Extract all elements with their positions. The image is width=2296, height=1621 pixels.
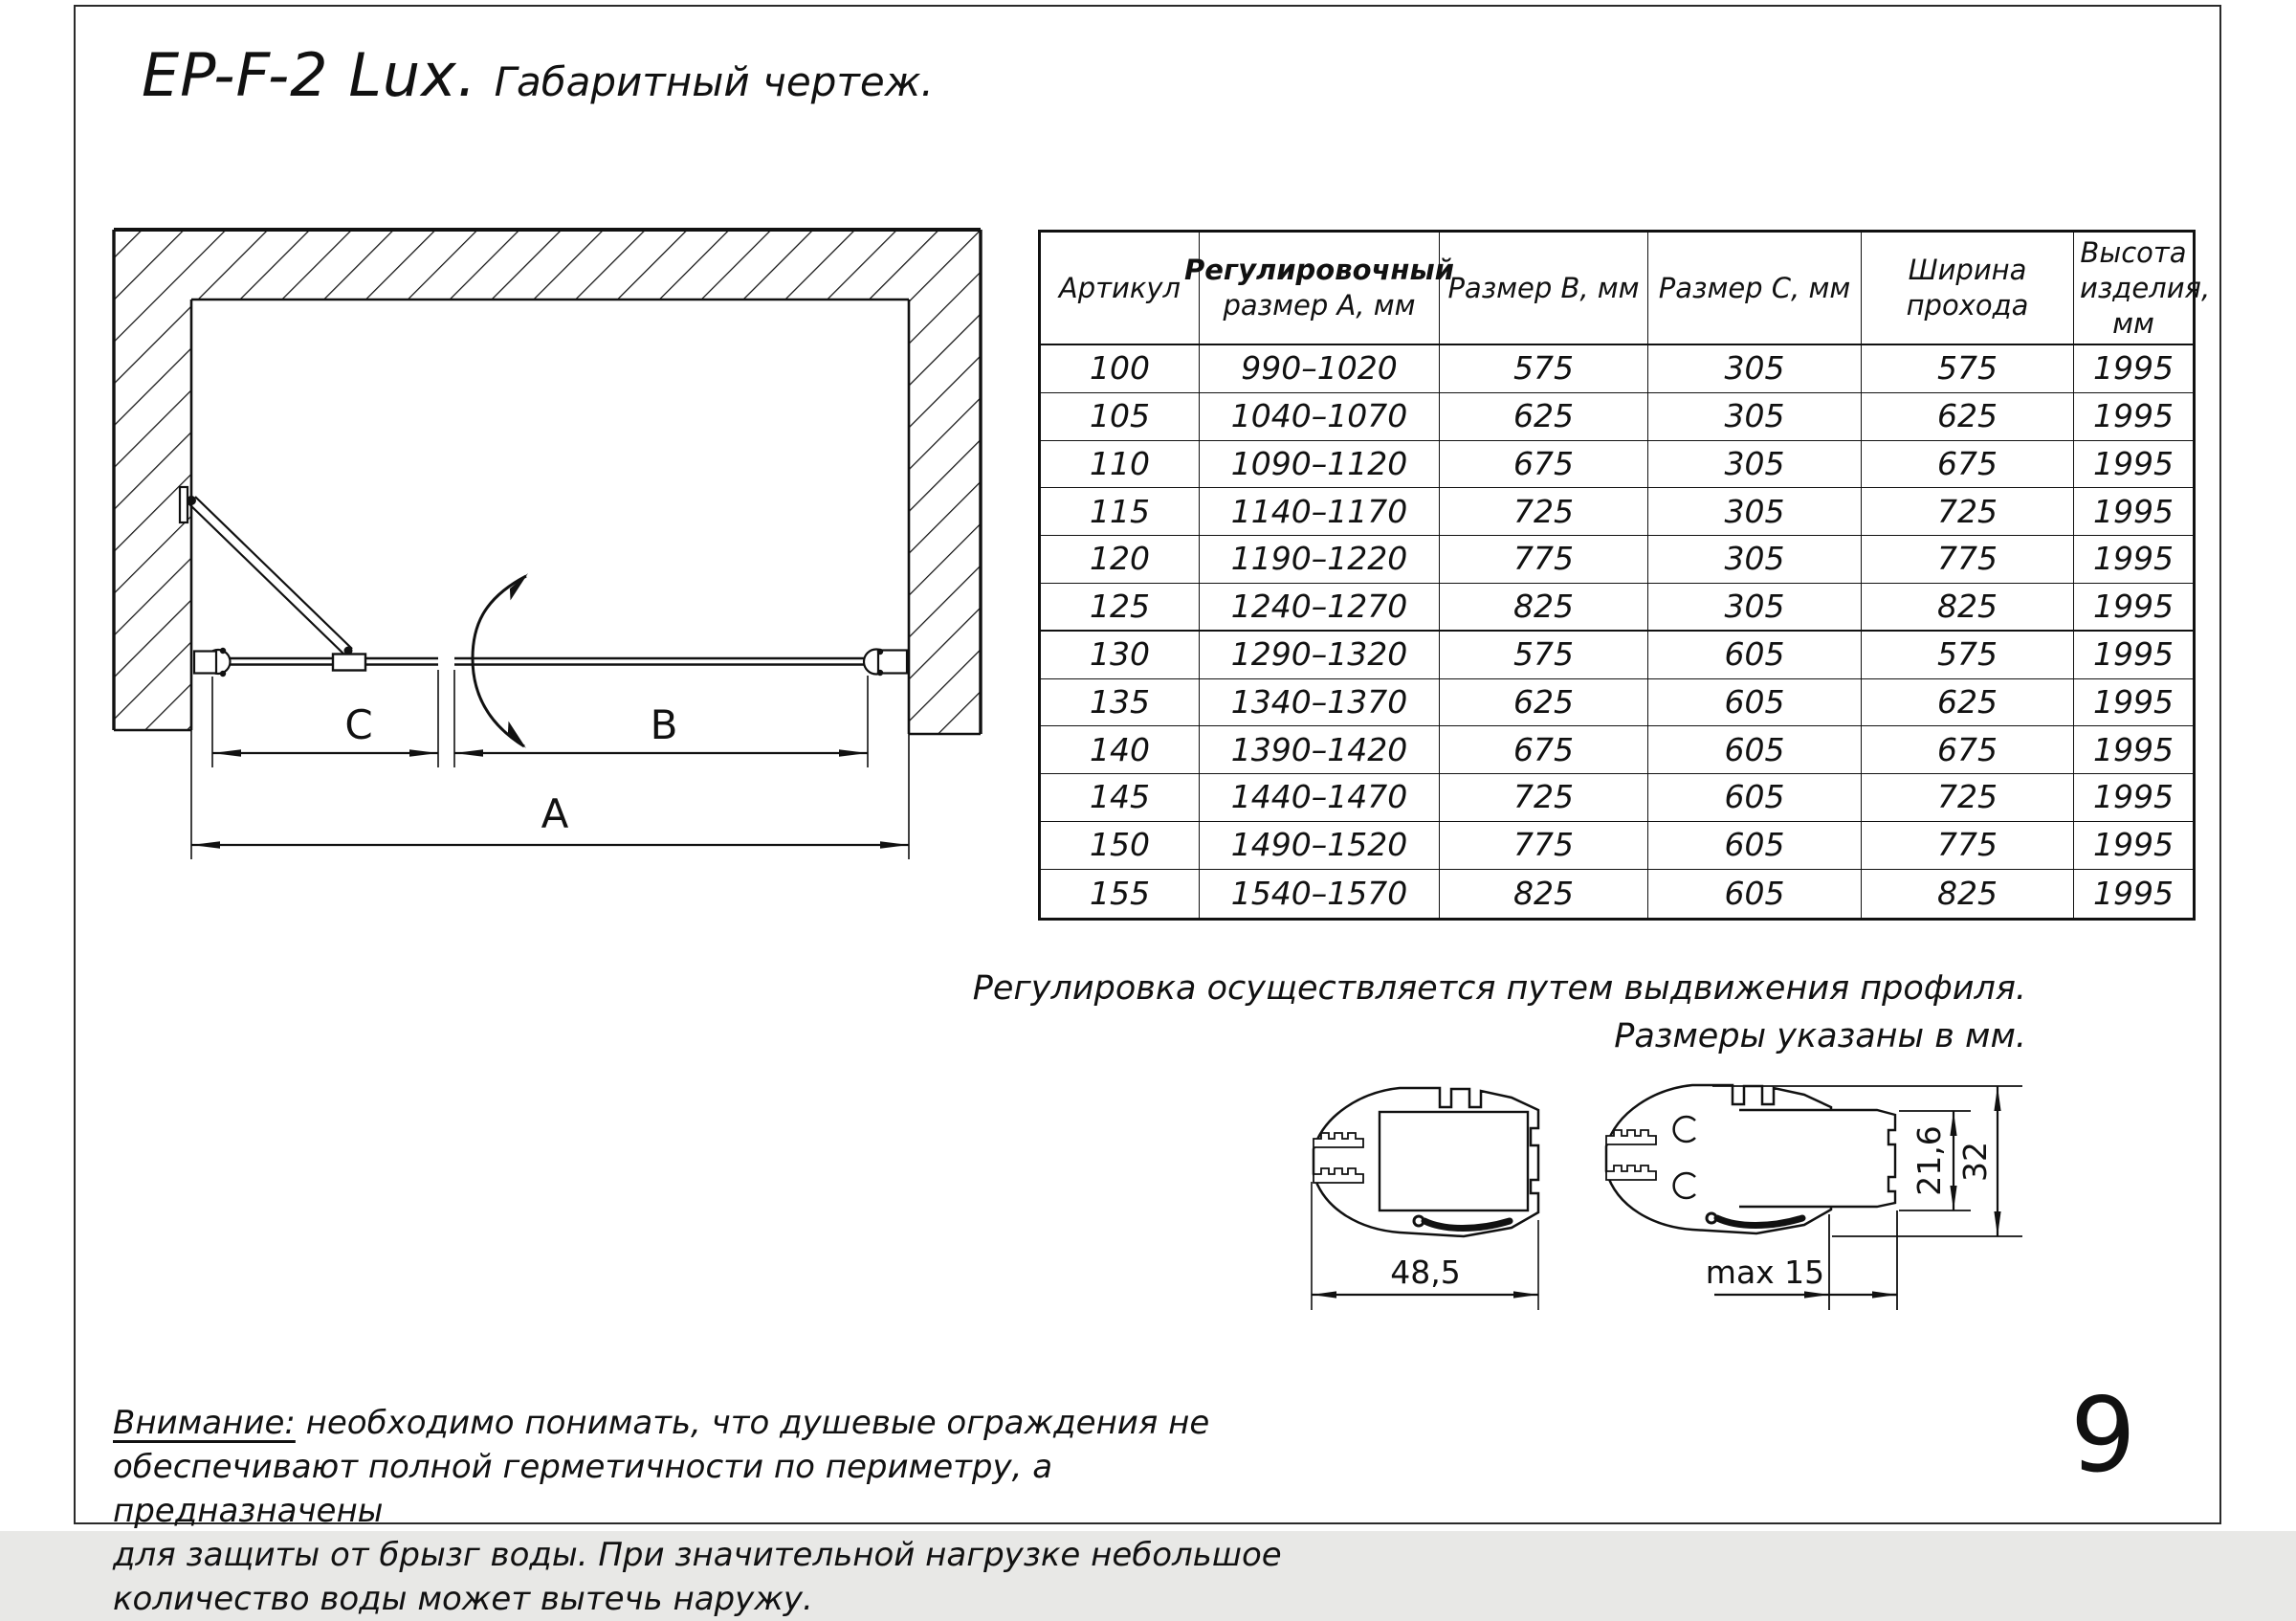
table-cell: 625	[1440, 679, 1648, 727]
table-cell: 775	[1862, 822, 2074, 870]
table-cell: 1995	[2074, 536, 2193, 584]
table-cell: 575	[1440, 632, 1648, 679]
table-cell: 150	[1041, 822, 1200, 870]
table-cell: 1995	[2093, 874, 2174, 912]
table-cell: 725	[1862, 488, 2074, 536]
dim-label-a: A	[541, 790, 569, 837]
right-wall-profile	[864, 649, 907, 676]
table-cell: 1995	[2074, 679, 2193, 727]
table-cell: 605	[1648, 726, 1862, 774]
table-cell: 305	[1648, 488, 1862, 536]
table-cell: 115	[1041, 488, 1200, 536]
table-cell: 1390–1420	[1200, 726, 1440, 774]
table-cell: 725	[1862, 774, 2074, 822]
table-cell: 990–1020	[1200, 345, 1440, 393]
dimensional-drawing	[77, 211, 1014, 899]
dimension-a	[191, 790, 909, 845]
table-cell: 605	[1648, 822, 1862, 870]
table-cell: 575	[1440, 345, 1648, 393]
table-cell: 1995	[2074, 632, 2193, 679]
door-glass-panel	[454, 658, 878, 665]
profile-section-extended	[1606, 1085, 2022, 1310]
col-header-article: Артикул	[1041, 233, 1200, 345]
table-cell: 1995	[2074, 441, 2193, 489]
table-cell: 775	[1440, 536, 1648, 584]
page-title	[142, 40, 934, 110]
table-cell: 1540–1570	[1200, 870, 1440, 918]
warning-note	[113, 1401, 1328, 1621]
warning-text-line2: для защиты от брызг воды. При значительной нагрузке небольшое количество воды может вытечь наружу.	[113, 1536, 1282, 1618]
table-cell: 1190–1220	[1200, 536, 1440, 584]
col-header-pass-width: Ширина прохода	[1862, 233, 2074, 345]
col-header-height: Высота изделия, мм	[2074, 233, 2193, 345]
table-cell: 305	[1648, 536, 1862, 584]
table-cell: 305	[1648, 441, 1862, 489]
table-cell: 1490–1520	[1200, 822, 1440, 870]
table-cell: 1090–1120	[1200, 441, 1440, 489]
dim-label-c: C	[344, 701, 373, 748]
glass-clamp	[333, 647, 365, 671]
table-cell: 145	[1041, 774, 1200, 822]
dim-label-profile-height: 32	[1956, 1142, 1994, 1182]
table-cell: 825	[1440, 584, 1648, 632]
support-bar	[180, 487, 352, 655]
model-name: EP-F-2 Lux.	[142, 40, 477, 110]
note-units: Размеры указаны в мм.	[1614, 1017, 2026, 1055]
table-cell: 110	[1041, 441, 1200, 489]
page-number: 9	[2070, 1376, 2136, 1496]
table-cell: 155	[1041, 870, 1200, 918]
table-cell: 675	[1862, 441, 2074, 489]
table-cell: 1995	[2074, 345, 2193, 393]
table-cell: 1995	[2074, 488, 2193, 536]
col-header-size-b: Размер В, мм	[1440, 233, 1648, 345]
table-cell: 1240–1270	[1200, 584, 1440, 632]
table-cell: 825	[1862, 584, 2074, 632]
table-cell: 140	[1041, 726, 1200, 774]
table-cell: 1140–1170	[1200, 488, 1440, 536]
warning-lead: Внимание:	[113, 1404, 296, 1442]
table-cell: 675	[1440, 441, 1648, 489]
table-cell: 305	[1648, 345, 1862, 393]
table-cell: 825	[1862, 870, 2074, 918]
table-cell: 675	[1862, 726, 2074, 774]
warning-text-line1: необходимо понимать, что душевые ограждения не обеспечивают полной герметичности по периметру, а предназначены	[113, 1404, 1210, 1530]
table-cell: 100	[1041, 345, 1200, 393]
dim-label-extension: max 15	[1705, 1254, 1825, 1291]
table-cell: 1995	[2074, 584, 2193, 632]
col-header-size-a: Регулировочный размер А, мм	[1200, 233, 1440, 345]
table-cell: 605	[1648, 774, 1862, 822]
bar-pivot-clamp	[344, 647, 353, 655]
col-header-size-c: Размер С, мм	[1648, 233, 1862, 345]
adjustment-notes	[973, 965, 2026, 1060]
table-cell: 625	[1862, 393, 2074, 441]
table-cell: 575	[1862, 345, 2074, 393]
profile-section-closed	[1312, 1088, 1538, 1310]
table-cell: 105	[1041, 393, 1200, 441]
note-adjustment: Регулировка осуществляется путем выдвижения профиля.	[972, 969, 2026, 1008]
dimension-b	[454, 701, 868, 753]
table-cell: 725	[1440, 488, 1648, 536]
table-cell: 305	[1648, 393, 1862, 441]
table-cell: 1340–1370	[1200, 679, 1440, 727]
table-cell: 120	[1041, 536, 1200, 584]
table-cell: 1995	[2074, 822, 2193, 870]
table-cell: 725	[1440, 774, 1648, 822]
table-cell: 1290–1320	[1200, 632, 1440, 679]
profile-cross-sections	[1282, 1048, 2047, 1335]
table-cell: 1440–1470	[1200, 774, 1440, 822]
table-cell: 775	[1440, 822, 1648, 870]
dimension-c	[212, 701, 438, 753]
left-wall-profile	[194, 648, 231, 677]
table-cell: 605	[1648, 632, 1862, 679]
table-cell: 605	[1648, 870, 1862, 918]
table-cell: 775	[1862, 536, 2074, 584]
dim-label-width: 48,5	[1390, 1254, 1461, 1291]
bar-pivot-wall	[187, 496, 196, 505]
table-cell: 575	[1862, 632, 2074, 679]
table-cell: 1995	[2074, 774, 2193, 822]
table-cell: 135	[1041, 679, 1200, 727]
dimension-table	[1038, 230, 2211, 921]
table-cell: 605	[1648, 679, 1862, 727]
table-cell: 130	[1041, 632, 1200, 679]
dim-label-channel-height: 21,6	[1910, 1125, 1948, 1196]
table-cell: 675	[1440, 726, 1648, 774]
title-subtitle: Габаритный чертеж.	[494, 58, 934, 105]
table-cell: 825	[1440, 870, 1648, 918]
table-cell: 1040–1070	[1200, 393, 1440, 441]
table-cell: 1995	[2074, 393, 2193, 441]
table-cell: 1995	[2074, 726, 2193, 774]
table-cell: 625	[1862, 679, 2074, 727]
door-swing-arc	[473, 573, 535, 748]
table-cell: 305	[1648, 584, 1862, 632]
table-cell: 625	[1440, 393, 1648, 441]
dim-label-b: B	[650, 701, 678, 748]
table-cell: 125	[1041, 584, 1200, 632]
